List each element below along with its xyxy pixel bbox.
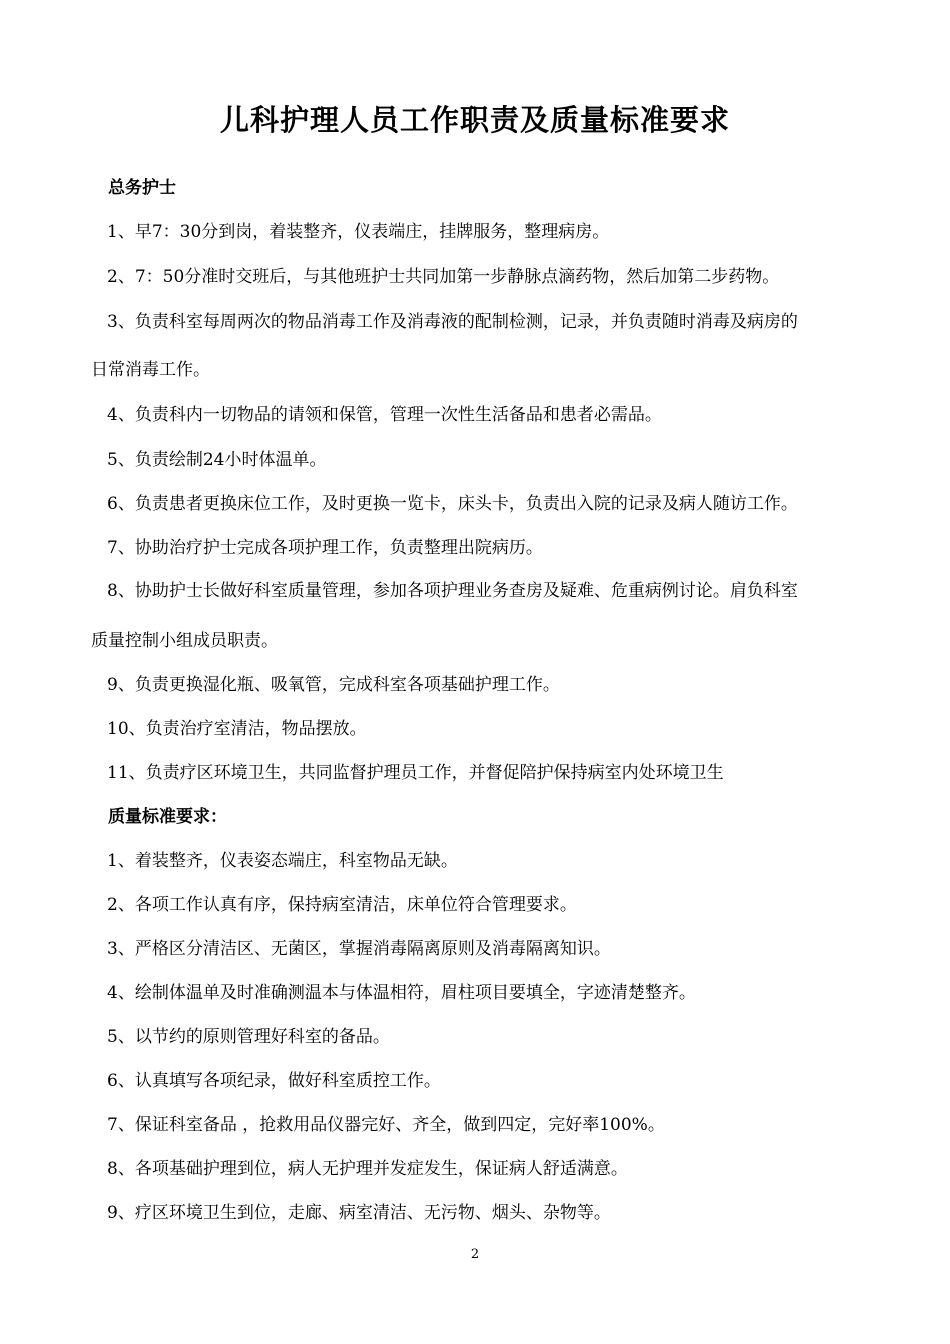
section-heading-quality-standards: 质量标准要求： [108, 807, 227, 827]
document-title: 儿科护理人员工作职责及质量标准要求 [219, 103, 730, 137]
standard-item-2: 2、各项工作认真有序，保持病室清洁，床单位符合管理要求。 [107, 895, 577, 915]
standard-item-3: 3、严格区分清洁区、无菌区，掌握消毒隔离原则及消毒隔离知识。 [107, 939, 611, 959]
duty-item-2: 2、7：50分准时交班后，与其他班护士共同加第一步静脉点滴药物，然后加第二步药物。 [107, 267, 780, 287]
duty-item-8: 8、协助护士长做好科室质量管理，参加各项护理业务查房及疑难、危重病例讨论。肩负科室 [107, 581, 798, 601]
duty-item-4: 4、负责科内一切物品的请领和保管，管理一次性生活备品和患者必需品。 [107, 405, 662, 425]
duty-item-5: 5、负责绘制24小时体温单。 [107, 450, 327, 470]
duty-item-3: 3、负责科室每周两次的物品消毒工作及消毒液的配制检测，记录，并负责随时消毒及病房的 [107, 312, 798, 332]
standard-item-9: 9、疗区环境卫生到位，走廊、病室清洁、无污物、烟头、杂物等。 [107, 1203, 611, 1223]
standard-item-4: 4、绘制体温单及时准确测温本与体温相符，眉柱项目要填全，字迹清楚整齐。 [107, 983, 696, 1003]
duty-item-10: 10、负责治疗室清洁，物品摆放。 [107, 719, 367, 739]
duty-item-7: 7、协助治疗护士完成各项护理工作，负责整理出院病历。 [107, 538, 543, 558]
standard-item-5: 5、以节约的原则管理好科室的备品。 [107, 1027, 390, 1047]
standard-item-8: 8、各项基础护理到位，病人无护理并发症发生，保证病人舒适满意。 [107, 1159, 628, 1179]
duty-item-8-continued: 质量控制小组成员职责。 [91, 631, 278, 651]
section-heading-general-nurse: 总务护士 [108, 178, 176, 198]
duty-item-1: 1、早7：30分到岗，着装整齐，仪表端庄，挂牌服务，整理病房。 [107, 222, 610, 242]
standard-item-6: 6、认真填写各项纪录，做好科室质控工作。 [107, 1071, 441, 1091]
page-number: 2 [470, 1247, 480, 1262]
duty-item-9: 9、负责更换湿化瓶、吸氧管，完成科室各项基础护理工作。 [107, 675, 560, 695]
duty-item-11: 11、负责疗区环境卫生，共同监督护理员工作，并督促陪护保持病室内处环境卫生 [107, 763, 724, 783]
duty-item-3-continued: 日常消毒工作。 [91, 360, 210, 380]
duty-item-6: 6、负责患者更换床位工作，及时更换一览卡，床头卡，负责出入院的记录及病人随访工作。 [107, 494, 798, 514]
standard-item-7: 7、保证科室备品 ，抢救用品仪器完好、齐全，做到四定，完好率100%。 [107, 1115, 665, 1135]
standard-item-1: 1、着装整齐，仪表姿态端庄，科室物品无缺。 [107, 851, 458, 871]
